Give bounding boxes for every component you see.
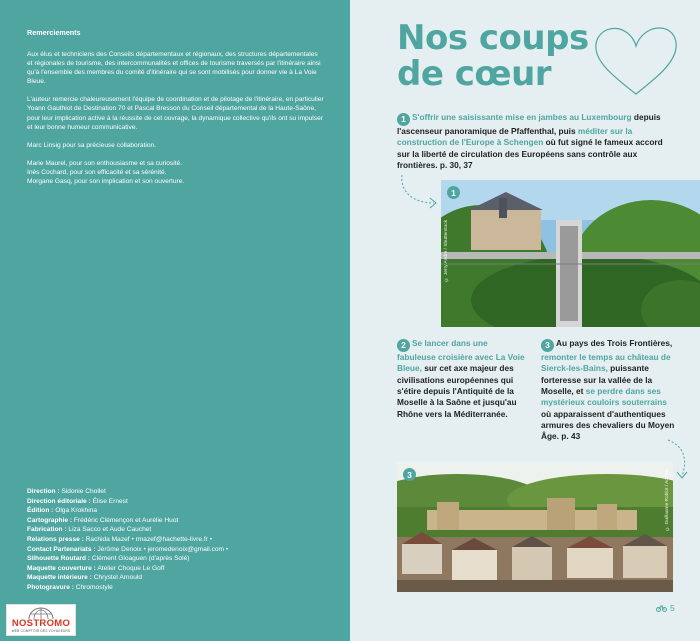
highlight-text: où fut signé le fameux accord sur la liberté de circulation des Européens sans contrôle aux frontières. p. 30, 37 bbox=[397, 137, 663, 171]
logo-subtitle: WEB COMPTOIR DES VOYAGEURS bbox=[11, 629, 71, 633]
credit-line bbox=[27, 564, 327, 574]
thanks-line: Morgane Gasq, pour son implication et son ouverture. bbox=[27, 178, 185, 186]
highlight-text: sur cet axe majeur des civilisations européennes qui s'étire depuis l'Antiquité de la Moselle à la Saône et jusqu'au Rhône vers la Méditerranée. bbox=[397, 363, 517, 419]
credit-line bbox=[27, 554, 327, 564]
title-line: Nos coups bbox=[397, 18, 589, 58]
credit-line bbox=[27, 573, 327, 583]
credit-value: Élise Ernest bbox=[90, 497, 128, 505]
credit-value: Frédéric Clémençon et Aurélie Huot bbox=[72, 516, 179, 524]
credit-role: Fabrication : bbox=[27, 526, 67, 534]
credit-line bbox=[27, 487, 327, 497]
credit-value: Olga Krokhina bbox=[53, 507, 97, 515]
title-line: de cœur bbox=[397, 54, 552, 94]
credit-line bbox=[27, 535, 327, 545]
highlight-text: où apparaissent d'authentiques armures des chevaliers du Moyen Âge. p. 43 bbox=[541, 408, 675, 442]
credit-line bbox=[27, 497, 327, 507]
highlight-text-teal: Se lancer dans une fabuleuse croisière avec La Voie Bleue, bbox=[397, 338, 525, 374]
dashed-arrow-icon bbox=[398, 173, 444, 211]
page-number-text: 5 bbox=[670, 603, 675, 613]
credit-role: Silhouette Routard : bbox=[27, 555, 91, 563]
thanks-line: Inès Cochard, pour son efficacité et sa sérénité. bbox=[27, 168, 167, 176]
photo-number-badge: 3 bbox=[403, 468, 416, 481]
photo-number-badge: 1 bbox=[447, 186, 460, 199]
photo-sierck-castle bbox=[397, 462, 673, 592]
heart-outline-icon bbox=[590, 22, 682, 98]
highlight-text-teal: remonter le temps au château de Sierck-les-Bains, bbox=[541, 352, 671, 374]
acknowledgement-paragraph: Marc Linsig pour sa précieuse collaboration. bbox=[27, 141, 157, 149]
credit-line bbox=[27, 525, 327, 535]
highlight-text: Au pays des Trois Frontières, bbox=[556, 338, 673, 348]
credits-list bbox=[27, 487, 327, 593]
number-badge: 1 bbox=[397, 113, 410, 126]
page-title bbox=[397, 20, 589, 92]
number-badge: 3 bbox=[541, 339, 554, 352]
acknowledgement-paragraph: L'auteur remercie chaleureusement l'équipe de coordination et de pilotage de l'itinéraire, en particulier Yoann Gauthiot de Destination 70 et Pascal Bresson du Conseil départemental de la Haute-Saône, pour leur implication active à la réussite de cet ouvrage, la dynamique collective qu'ils ont su impulser et leur bonne humeur communicative. bbox=[27, 96, 324, 131]
photo-credit: © Jerry Andre / Shutterstock bbox=[444, 220, 449, 282]
credit-role: Cartographie : bbox=[27, 516, 73, 524]
credit-role: Édition : bbox=[27, 507, 54, 515]
credit-role: Contact Partenariats : bbox=[27, 545, 96, 553]
highlight-text: puissante forteresse sur la vallée de la Moselle, et bbox=[541, 363, 653, 397]
castle-illustration bbox=[397, 462, 673, 592]
acknowledgement-paragraph: Aux élus et techniciens des Conseils départementaux et régionaux, des structures départementales et régionales de tourisme, des intercommunalités et offices de tourisme traversés par l'itinéraire ainsi qu'à l'ensemble des membres du comité d'itinéraire qui se sont mobilisés pour donner vie à La Voie Bleue. bbox=[27, 51, 321, 86]
credit-line bbox=[27, 506, 327, 516]
page-number bbox=[656, 603, 675, 613]
credit-value: Chrystel Arnould bbox=[91, 574, 143, 582]
credit-value: Liza Sacco et Aude Cauchet bbox=[66, 526, 152, 534]
credit-role: Direction : bbox=[27, 488, 60, 495]
highlight-text-teal: S'offrir une saisissante mise en jambes au Luxembourg bbox=[412, 112, 632, 122]
credit-role: Relations presse : bbox=[27, 535, 84, 543]
credit-line bbox=[27, 583, 327, 593]
highlight-text-teal: se perdre dans ses mystérieux couloirs souterrains bbox=[541, 386, 667, 408]
photo-luxembourg-elevator bbox=[441, 180, 700, 327]
logo-name: NOSTROMO bbox=[11, 618, 71, 629]
thanks-line: Marie Maurel, pour son enthousiasme et sa curiosité. bbox=[27, 159, 183, 167]
bicycle-icon bbox=[656, 604, 667, 612]
credit-value: Atelier Choque Le Goff bbox=[95, 564, 165, 572]
highlight-item-2 bbox=[397, 338, 525, 420]
credit-value: Chromostyle bbox=[73, 583, 113, 591]
elevator-illustration bbox=[441, 180, 700, 327]
credit-line bbox=[27, 545, 327, 555]
credit-value: Rachida Mazef • rmazef@hachette-livre.fr • bbox=[83, 535, 213, 543]
highlight-item-3 bbox=[541, 338, 676, 443]
nostromo-logo bbox=[6, 604, 76, 636]
credit-value: Clément Gloaguen (d'après Solé) bbox=[90, 555, 190, 563]
credit-line bbox=[27, 516, 327, 526]
credit-role: Maquette couverture : bbox=[27, 564, 96, 572]
credit-role: Maquette intérieure : bbox=[27, 574, 92, 582]
credit-value: Jérôme Denoix • jeromedenoix@gmail.com • bbox=[95, 545, 229, 553]
credit-role: Photogravure : bbox=[27, 583, 74, 591]
acknowledgements-heading: Remerciements bbox=[27, 28, 81, 37]
number-badge: 2 bbox=[397, 339, 410, 352]
credit-role: Direction éditoriale : bbox=[27, 497, 91, 505]
highlight-text: depuis l'ascenseur panoramique de Pfaffenthal, puis bbox=[397, 112, 661, 137]
highlight-item-1 bbox=[397, 112, 672, 171]
highlight-text-teal: méditer sur la construction de l'Europe à Schengen bbox=[397, 126, 633, 148]
photo-credit: © Guillaume Roblot / Adobe bbox=[665, 470, 670, 531]
credit-value: Sidonie Chollet bbox=[59, 488, 106, 495]
